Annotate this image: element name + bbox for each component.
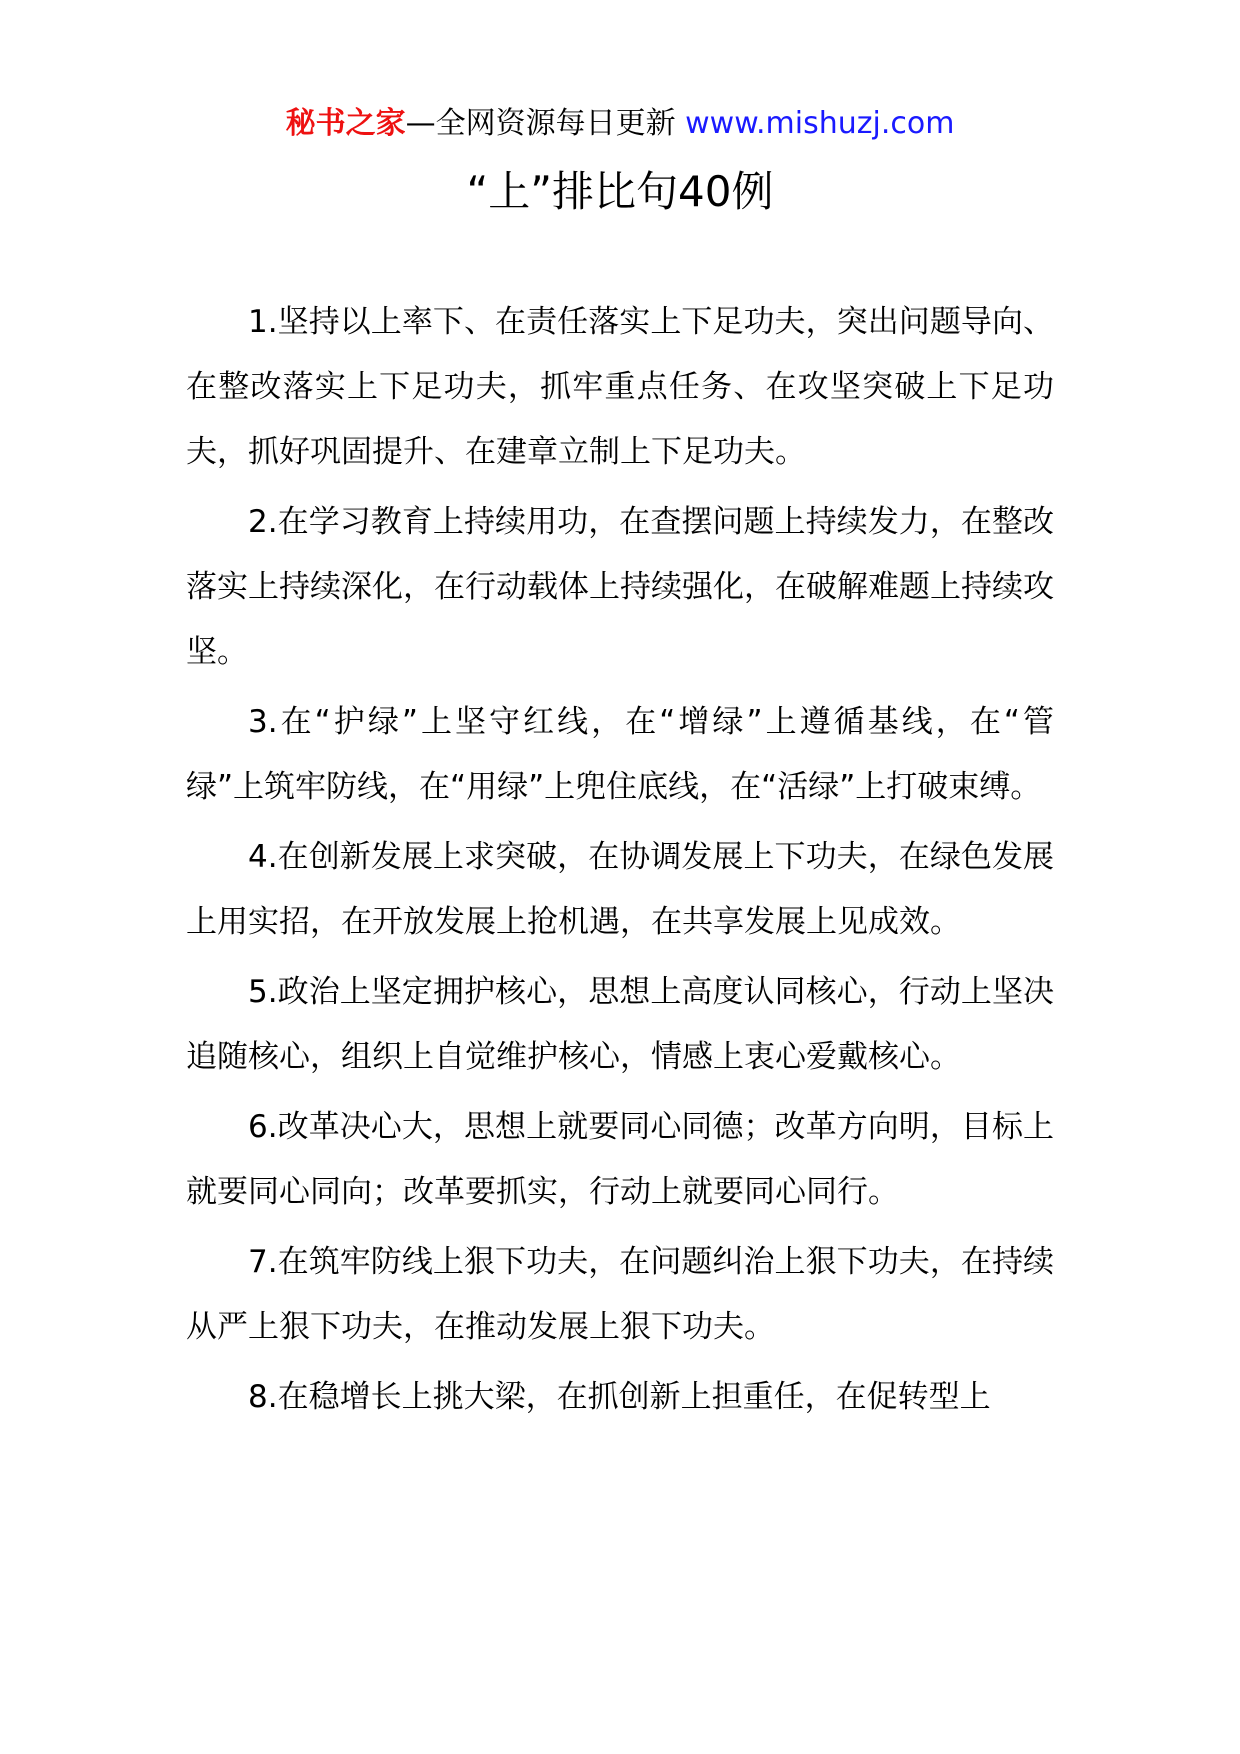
site-header (0, 100, 1240, 148)
paragraph-6: 6.改革决心大，思想上就要同心同德；改革方向明，目标上就要同心同向；改革要抓实，行动上就要同心同行。 (186, 1109, 1054, 1210)
paragraph-2: 2.在学习教育上持续用功，在查摆问题上持续发力，在整改落实上持续深化，在行动载体上持续强化，在破解难题上持续攻坚。 (186, 504, 1054, 670)
paragraph-8: 8.在稳增长上挑大梁，在抓创新上担重任，在促转型上 (248, 1379, 991, 1415)
paragraph-4: 4.在创新发展上求突破，在协调发展上下功夫，在绿色发展上用实招，在开放发展上抢机遇，在共享发展上见成效。 (186, 839, 1054, 940)
paragraph-3: 3.在“护绿”上坚守红线，在“增绿”上遵循基线，在“管绿”上筑牢防线，在“用绿”上兜住底线，在“活绿”上打破束缚。 (186, 704, 1054, 805)
site-url-link[interactable]: www.mishuzj.com (685, 106, 955, 141)
site-brand: 秘书之家 (285, 106, 406, 141)
document-body (186, 290, 1054, 1435)
site-tagline: —全网资源每日更新 (405, 106, 676, 141)
paragraph-1: 1.坚持以上率下、在责任落实上下足功夫，突出问题导向、在整改落实上下足功夫，抓牢重点任务、在攻坚突破上下足功夫，抓好巩固提升、在建章立制上下足功夫。 (186, 304, 1054, 470)
paragraph-5: 5.政治上坚定拥护核心，思想上高度认同核心，行动上坚决追随核心，组织上自觉维护核心，情感上衷心爱戴核心。 (186, 974, 1054, 1075)
paragraph-7: 7.在筑牢防线上狠下功夫，在问题纠治上狠下功夫，在持续从严上狠下功夫，在推动发展上狠下功夫。 (186, 1244, 1054, 1345)
document-title: “上”排比句40例 (466, 167, 774, 216)
